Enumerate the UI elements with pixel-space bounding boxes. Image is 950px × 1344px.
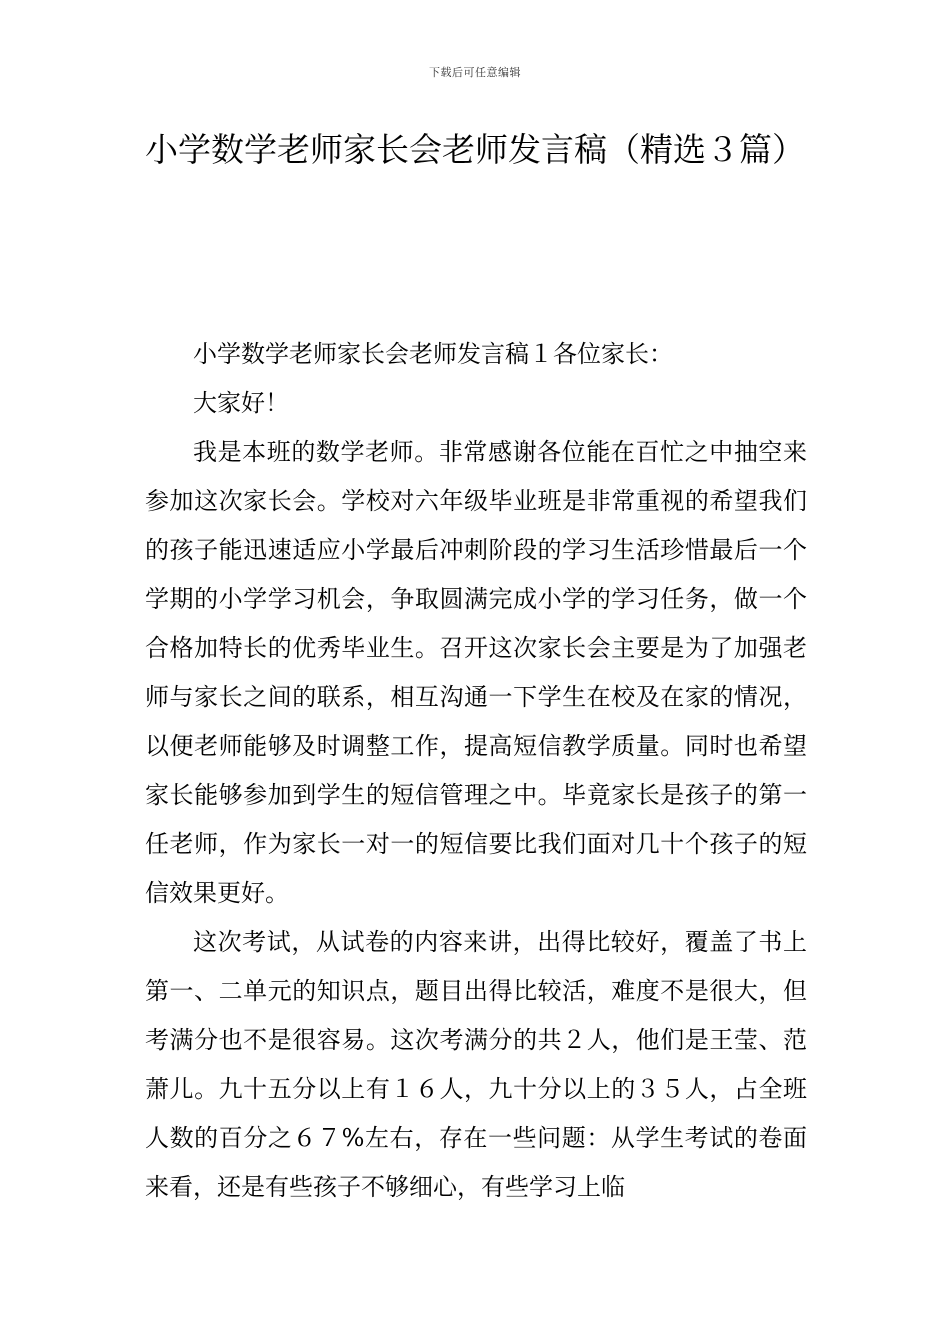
document-title: 小学数学老师家长会老师发言稿（精选３篇） — [145, 130, 805, 169]
paragraph-greeting: 大家好！ — [193, 389, 289, 417]
header-note: 下载后可任意编辑 — [429, 66, 521, 79]
paragraph-exam-review: 这次考试，从试卷的内容来讲，出得比较好，覆盖了书上第一、二单元的知识点，题目出得比较活，难度不是很大，但考满分也不是很容易。这次考满分的共２人，他们是王莹、范萧儿。九十五分以上有１６人，九十分以上的３５人，占全班人数的百分之６７%左右，存在一些问题：从学生考试的卷面来看，还是有些孩子不够细心，有些学习上临 — [145, 928, 807, 1201]
document-body — [145, 330, 807, 1212]
paragraph-introduction: 我是本班的数学老师。非常感谢各位能在百忙之中抽空来参加这次家长会。学校对六年级毕业班是非常重视的希望我们的孩子能迅速适应小学最后冲刺阶段的学习生活珍惜最后一个学期的小学学习机会，争取圆满完成小学的学习任务，做一个合格加特长的优秀毕业生。召开这次家长会主要是为了加强老师与家长之间的联系，相互沟通一下学生在校及在家的情况，以便老师能够及时调整工作，提高短信教学质量。同时也希望家长能够参加到学生的短信管理之中。毕竟家长是孩子的第一任老师，作为家长一对一的短信要比我们面对几十个孩子的短信效果更好。 — [145, 438, 807, 907]
paragraph-greeting-heading: 小学数学老师家长会老师发言稿１各位家长： — [193, 340, 673, 368]
